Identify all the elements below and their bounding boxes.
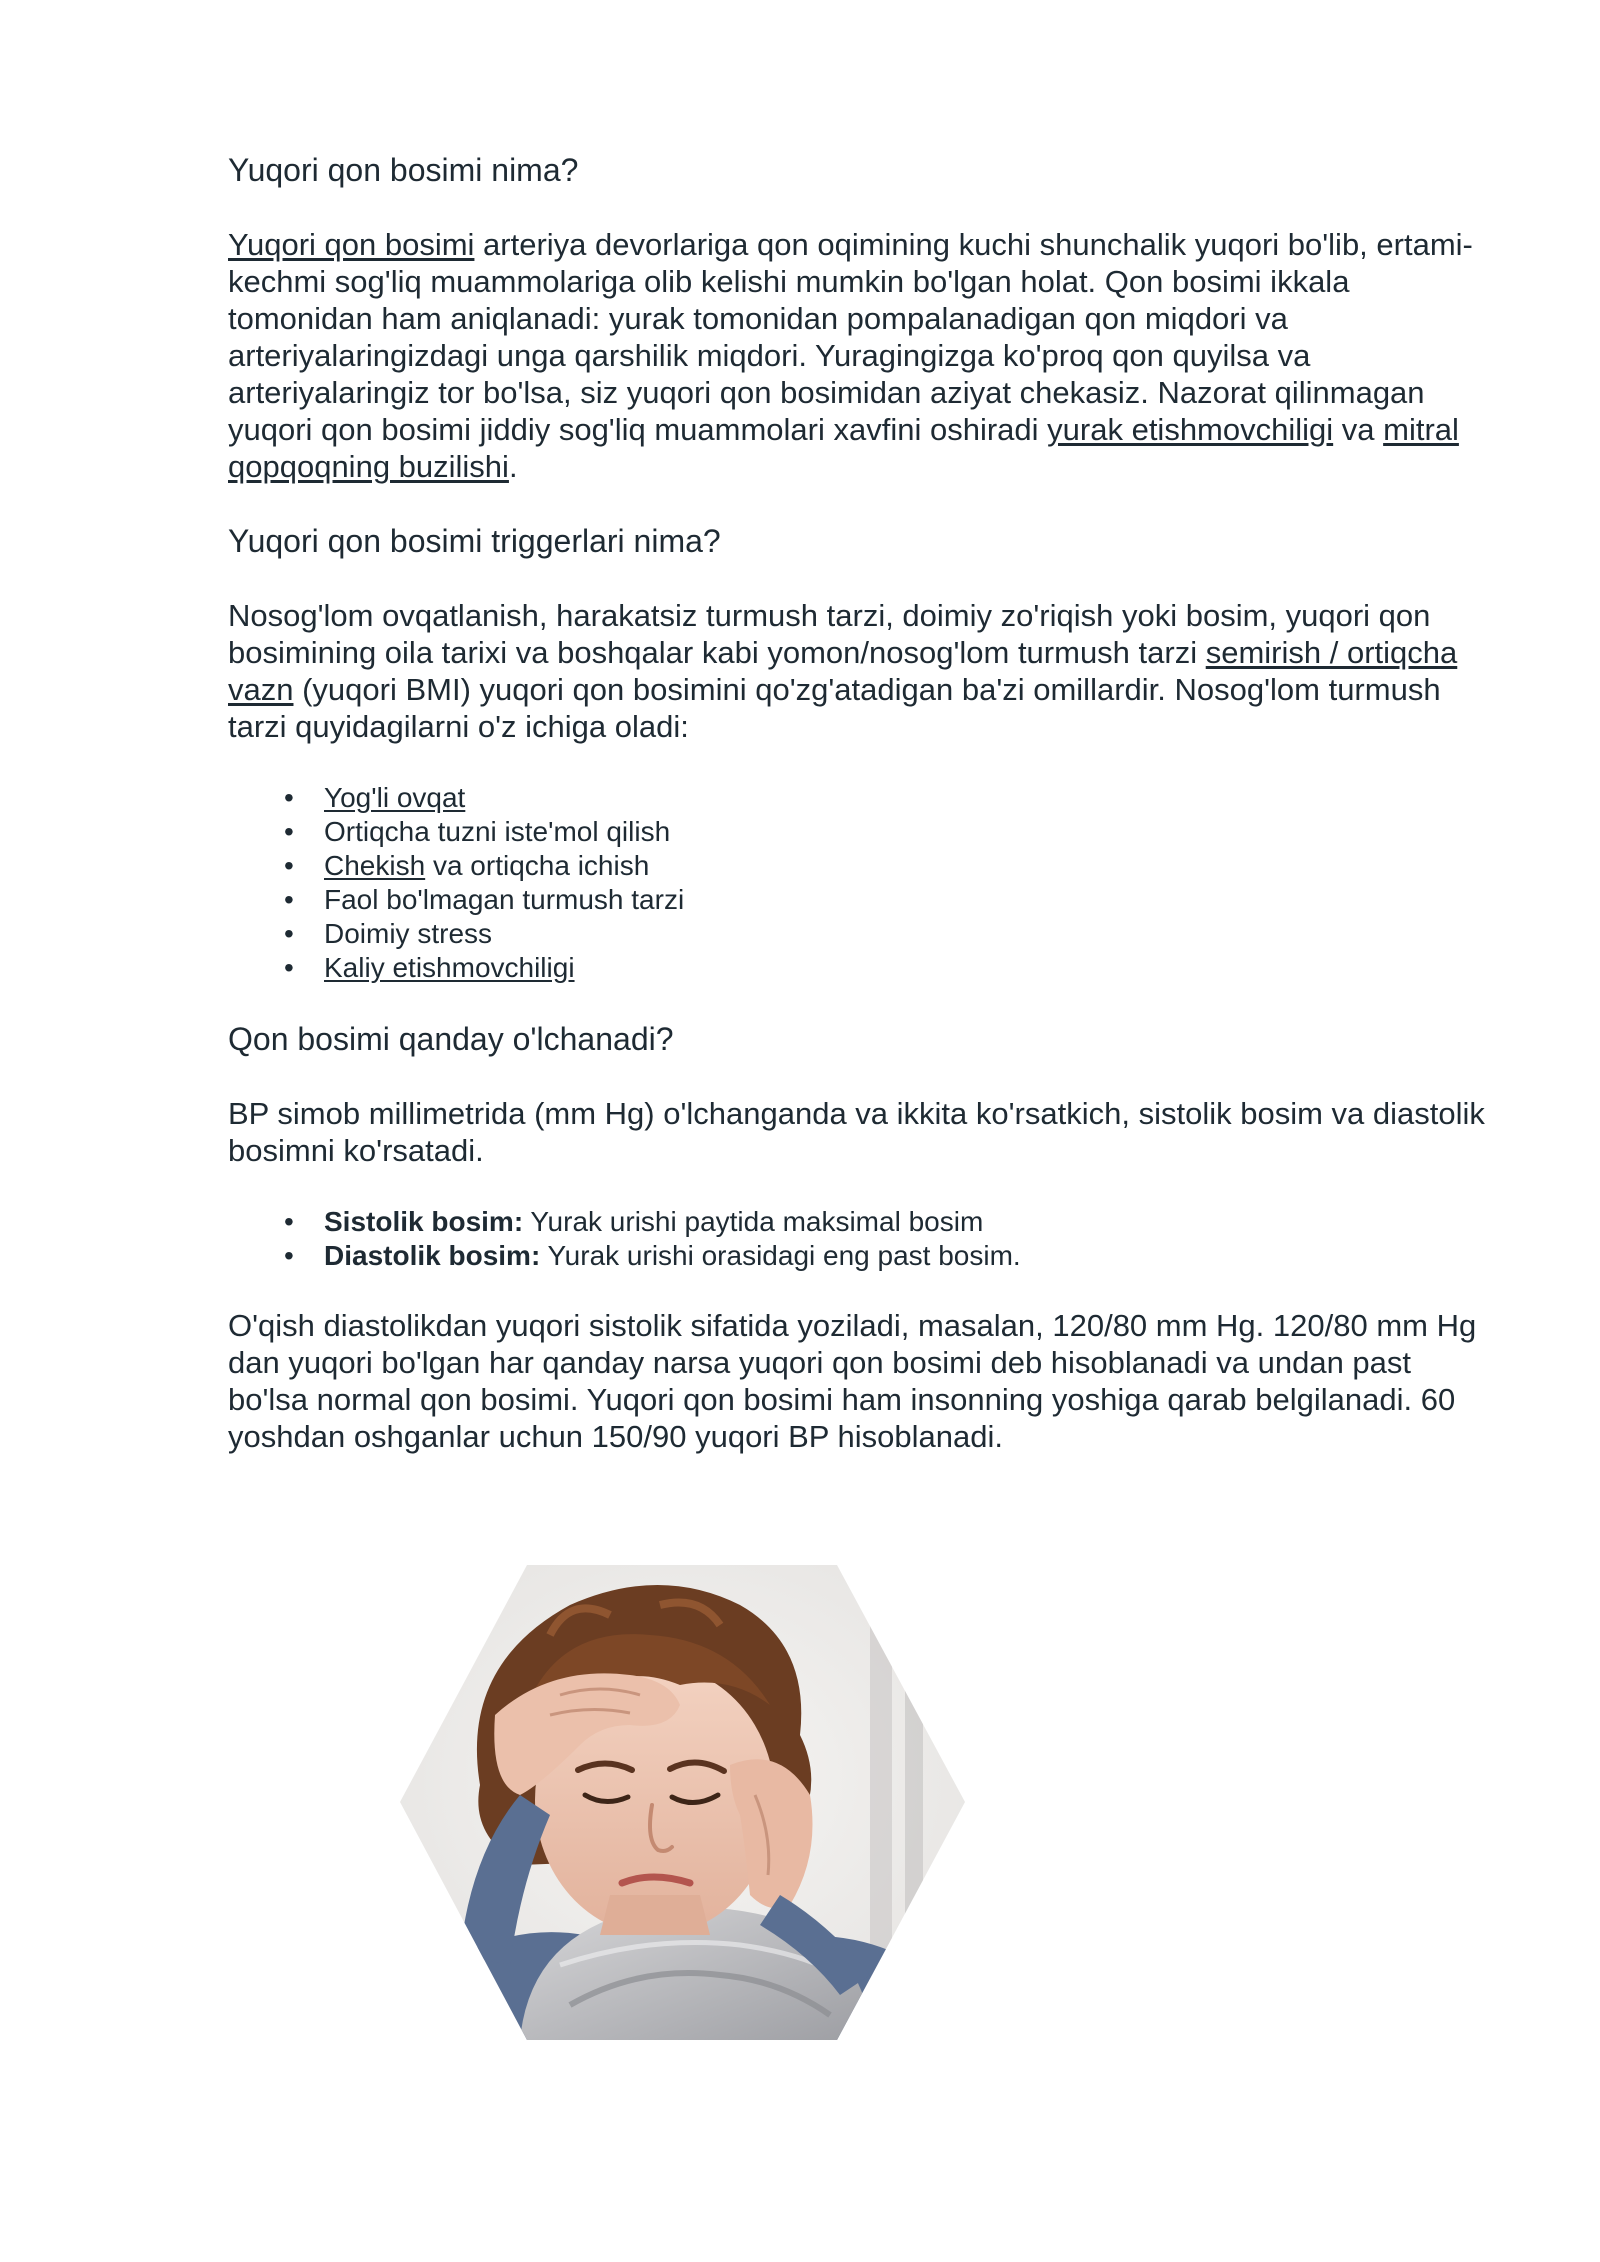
text-triggers-b: (yuqori BMI) yuqori qon bosimini qo'zg'atadigan ba'zi omillardir. Nosog'lom turmush tarzi quyidagilarni o'z ichiga oladi: <box>228 672 1441 744</box>
paragraph-measurement: BP simob millimetrida (mm Hg) o'lchanganda va ikkita ko'rsatkich, sistolik bosim va diastolik bosimni ko'rsatadi. <box>228 1096 1485 1168</box>
list-unhealthy-lifestyle <box>228 781 1488 985</box>
label-diastolic: Diastolik bosim: <box>324 1240 541 1271</box>
bullet-icon: • <box>284 884 294 915</box>
heading-what-is-high-bp: Yuqori qon bosimi nima? <box>228 152 579 188</box>
link-potassium[interactable]: Kaliy etishmovchiligi <box>324 952 575 983</box>
list-item <box>228 883 1488 917</box>
label-systolic: Sistolik bosim: <box>324 1206 524 1237</box>
link-smoking[interactable]: Chekish <box>324 850 426 881</box>
heading-triggers: Yuqori qon bosimi triggerlari nima? <box>228 523 721 559</box>
bullet-icon: • <box>284 918 294 949</box>
list-item <box>228 951 1488 985</box>
bullet-icon: • <box>284 816 294 847</box>
heading-measurement: Qon bosimi qanday o'lchanadi? <box>228 1021 674 1057</box>
text-definition-a: arteriya devorlariga qon oqimining kuchi shunchalik yuqori bo'lib, ertami-kechmi sog'liq muammolariga olib kelishi mumkin bo'lgan holat. Qon bosimi ikkala tomonidan ham aniqlanadi: yurak tomonidan pompalanadigan qon miqdori va arteriyalaringizdagi unga qarshilik miqdori. Yuragingizga ko'proq qon quyilsa va arteriyalaringiz tor bo'lsa, siz yuqori qon bosimidan aziyat chekasiz. Nazorat qilinmagan yuqori qon bosimi jiddiy sog'liq muammolari xavfini oshiradi <box>228 227 1473 447</box>
bullet-icon: • <box>284 952 294 983</box>
list-item <box>228 1239 1488 1273</box>
list-pressure-types <box>228 1205 1488 1273</box>
list-item <box>228 917 1488 951</box>
woman-headache-illustration <box>400 1565 965 2040</box>
list-item <box>228 849 1488 883</box>
bullet-icon: • <box>284 850 294 881</box>
link-obesity[interactable]: semirish / ortiqcha vazn <box>228 635 1458 707</box>
text-stress: Doimiy stress <box>324 918 493 949</box>
list-item <box>228 815 1488 849</box>
paragraph-reading: O'qish diastolikdan yuqori sistolik sifatida yoziladi, masalan, 120/80 mm Hg. 120/80 mm Hg dan yuqori bo'lgan har qanday narsa yuqori qon bosimi deb hisoblanadi va undan past bo'lsa normal qon bosimi. Yuqori qon bosimi ham insonning yoshiga qarab belgilanadi. 60 yoshdan oshganlar uchun 150/90 yuqori BP hisoblanadi. <box>228 1308 1477 1454</box>
text-drinking: va ortiqcha ichish <box>425 850 650 881</box>
paragraph-triggers <box>228 597 1488 745</box>
document-body <box>228 150 1488 1491</box>
bullet-icon: • <box>284 1206 294 1237</box>
text-definition-b: va <box>1333 412 1384 447</box>
text-salt: Ortiqcha tuzni iste'mol qilish <box>324 816 671 847</box>
text-definition-c: . <box>508 449 518 484</box>
text-diastolic: Yurak urishi orasidagi eng past bosim. <box>540 1240 1021 1271</box>
text-inactive: Faol bo'lmagan turmush tarzi <box>324 884 685 915</box>
bullet-icon: • <box>284 782 294 813</box>
headache-photo <box>400 1565 965 2040</box>
link-heart-failure[interactable]: yurak etishmovchiligi <box>1047 412 1334 447</box>
text-systolic: Yurak urishi paytida maksimal bosim <box>523 1206 984 1237</box>
list-item <box>228 1205 1488 1239</box>
text-triggers-a: Nosog'lom ovqatlanish, harakatsiz turmush tarzi, doimiy zo'riqish yoki bosim, yuqori qon bosimining oila tarixi va boshqalar kabi yomon/nosog'lom turmush tarzi <box>228 598 1431 670</box>
link-fatty-food[interactable]: Yog'li ovqat <box>324 782 466 813</box>
link-high-blood-pressure[interactable]: Yuqori qon bosimi <box>228 227 475 262</box>
link-mitral-valve[interactable]: mitral qopqoqning buzilishi <box>228 412 1459 484</box>
paragraph-definition <box>228 226 1488 485</box>
bullet-icon: • <box>284 1240 294 1271</box>
list-item <box>228 781 1488 815</box>
